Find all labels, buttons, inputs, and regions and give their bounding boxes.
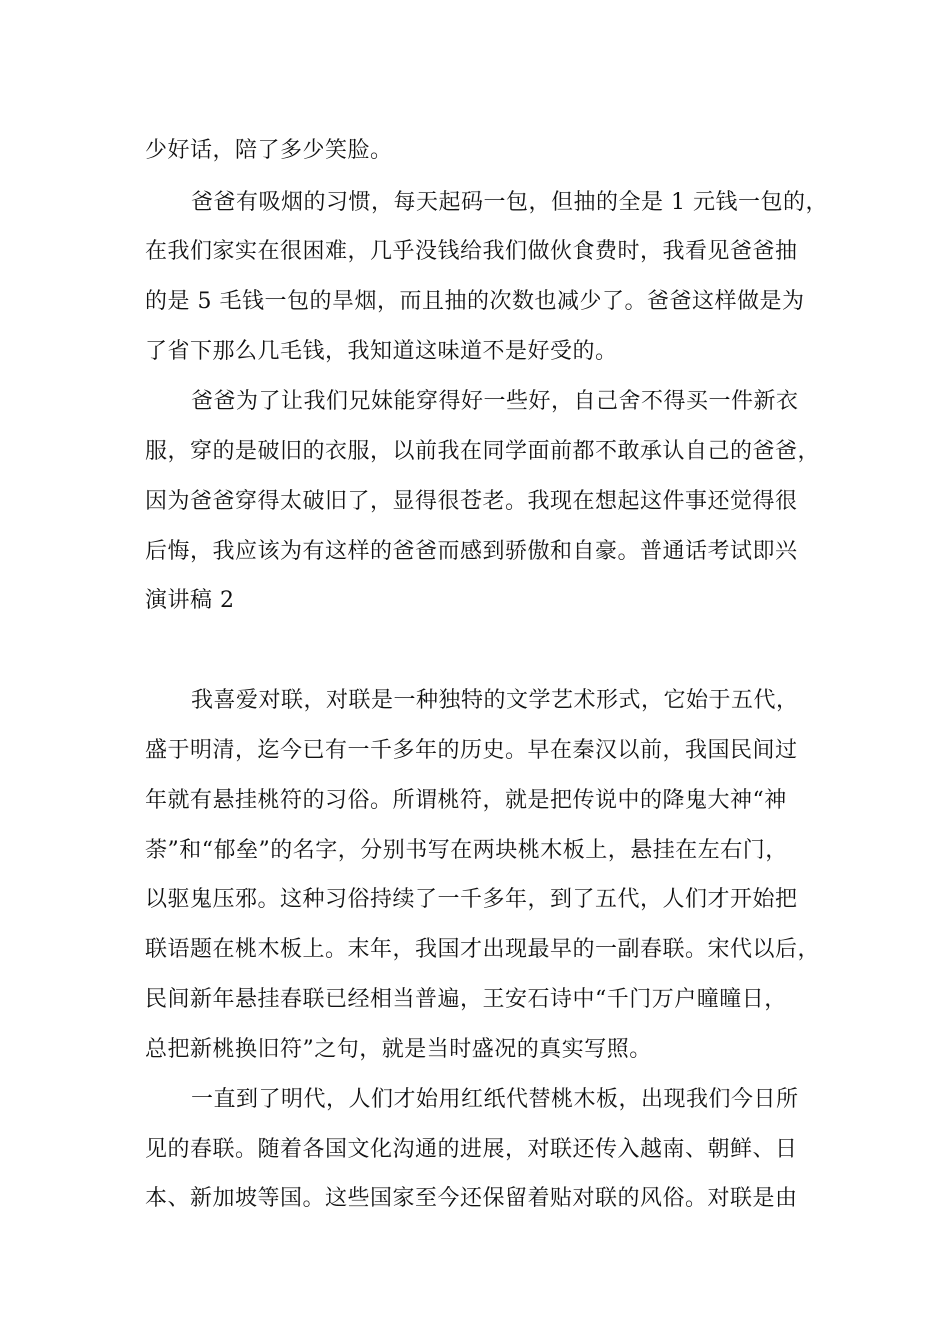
paragraph-start-line: 一直到了明代，人们才始用红纸代替桃木板，出现我们今日所 [191,1087,799,1112]
section-title-line: 演讲稿 2 [145,588,235,613]
text-line: 以驱鬼压邪。这种习俗持续了一千多年，到了五代，人们才开始把 [145,887,798,912]
text-line: 本、新加坡等国。这些国家至今还保留着贴对联的风俗。对联是由 [145,1186,798,1211]
text-line: 民间新年悬挂春联已经相当普遍，王安石诗中“千门万户曈曈日， [145,987,787,1012]
text-line: 见的春联。随着各国文化沟通的进展，对联还传入越南、朝鲜、日 [145,1137,798,1162]
text-line: 的是 5 毛钱一包的旱烟，而且抽的次数也减少了。爸爸这样做是为 [145,289,805,314]
text-line: 因为爸爸穿得太破旧了，显得很苍老。我现在想起这件事还觉得很 [145,489,798,514]
text-line: 年就有悬挂桃符的习俗。所谓桃符，就是把传说中的降鬼大神“神 [145,788,787,813]
text-line: 联语题在桃木板上。末年，我国才出现最早的一副春联。宋代以后， [145,937,821,962]
text-line: 少好话，陪了多少笑脸。 [145,138,393,163]
paragraph-start-line: 我喜爱对联，对联是一种独特的文学艺术形式，它始于五代， [191,688,799,713]
paragraph-start-line: 爸爸为了让我们兄妹能穿得好一些好，自己舍不得买一件新衣 [191,389,799,414]
text-line: 服，穿的是破旧的衣服，以前我在同学面前都不敢承认自己的爸爸， [145,439,821,464]
text-line: 盛于明清，迄今已有一千多年的历史。早在秦汉以前，我国民间过 [145,738,798,763]
text-line: 荼”和“郁垒”的名字，分别书写在两块桃木板上，悬挂在左右门， [145,838,788,863]
text-line: 在我们家实在很困难，几乎没钱给我们做伙食费时，我看见爸爸抽 [145,239,798,264]
text-line: 总把新桃换旧符”之句，就是当时盛况的真实写照。 [145,1037,652,1062]
text-line: 了省下那么几毛钱，我知道这味道不是好受的。 [145,339,618,364]
text-line: 后悔，我应该为有这样的爸爸而感到骄傲和自豪。普通话考试即兴 [145,539,798,564]
paragraph-start-line: 爸爸有吸烟的习惯，每天起码一包，但抽的全是 1 元钱一包的， [191,190,828,215]
